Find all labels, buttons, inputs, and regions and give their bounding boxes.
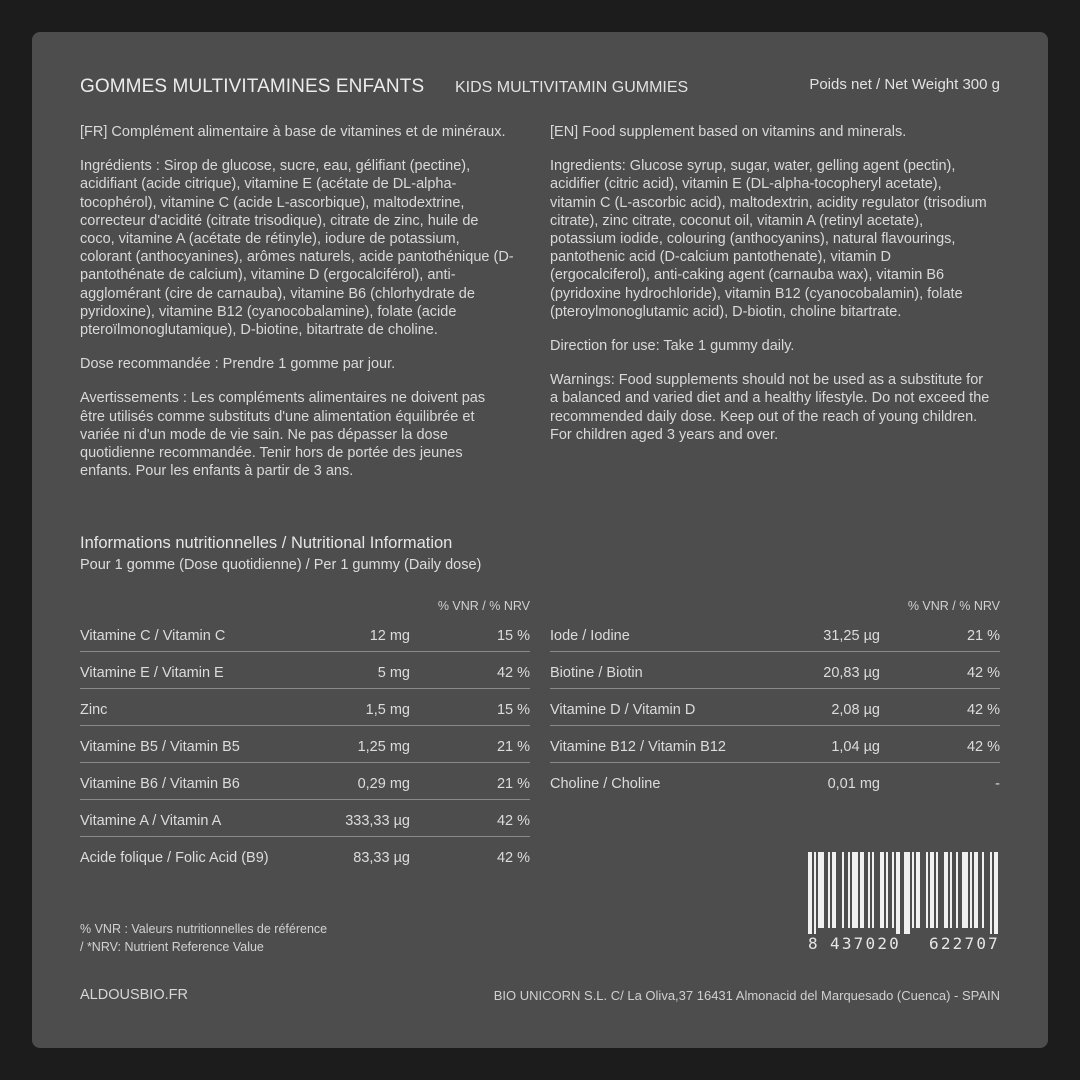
barcode-bar	[880, 852, 884, 928]
barcode-bar	[832, 852, 836, 928]
barcode-bar	[904, 852, 910, 934]
barcode-bar	[842, 852, 844, 928]
nutrient-amount: 5 mg	[377, 665, 410, 681]
fr-dose: Dose recommandée : Prendre 1 gomme par jour.	[80, 356, 396, 373]
nutrition-row	[550, 689, 1000, 726]
nutrition-heading: Informations nutritionnelles / Nutritional Information	[80, 534, 453, 552]
nutrition-rows-left	[80, 615, 530, 873]
nutrient-nrv: -	[995, 776, 1000, 792]
barcode-bar	[860, 852, 864, 928]
barcode-bar	[808, 852, 812, 934]
nutrient-amount: 83,33 µg	[353, 850, 410, 866]
nutrition-row	[550, 615, 1000, 652]
nutrition-row	[80, 726, 530, 763]
barcode-bar	[982, 852, 984, 928]
nutrient-name: Iode / Iodine	[550, 628, 630, 644]
nutrition-row	[80, 800, 530, 837]
barcode-bar	[962, 852, 968, 928]
barcode-bar	[950, 852, 952, 928]
website-link[interactable]: ALDOUSBIO.FR	[80, 987, 188, 1003]
en-warnings: Warnings: Food supplements should not be used as a substitute for a balanced and varied diet and a healthy lifestyle. Do not exceed the recommended daily dose. Keep out of the reach of young children. For children aged 3 years and over.	[550, 372, 990, 443]
footnote-line-en: / *NRV: Nutrient Reference Value	[80, 940, 264, 954]
nutrient-nrv: 42 %	[496, 665, 530, 681]
nutrient-name: Vitamine C / Vitamin C	[80, 628, 226, 644]
nutrition-row	[80, 615, 530, 652]
nutrient-amount: 333,33 µg	[345, 813, 410, 829]
nutrient-name: Vitamine B6 / Vitamin B6	[80, 776, 240, 792]
nutrient-name: Acide folique / Folic Acid (B9)	[80, 850, 269, 866]
nutrient-nrv: 15 %	[496, 702, 530, 718]
nutrition-row	[80, 652, 530, 689]
nutrition-table-left	[80, 599, 530, 873]
nutrient-name: Biotine / Biotin	[550, 665, 643, 681]
nutrition-row	[80, 837, 530, 873]
nutrition-row	[550, 726, 1000, 763]
nutrient-amount: 2,08 µg	[831, 702, 880, 718]
nutrient-name: Vitamine B12 / Vitamin B12	[550, 739, 726, 755]
barcode-left-group: 437020	[830, 934, 901, 953]
nutrition-row	[550, 652, 1000, 689]
en-intro: [EN] Food supplement based on vitamins and minerals.	[550, 124, 907, 140]
company-address: BIO UNICORN S.L. C/ La Oliva,37 16431 Almonacid del Marquesado (Cuenca) - SPAIN	[493, 988, 1000, 1003]
nutrient-amount: 0,29 mg	[357, 776, 410, 792]
nutrient-name: Vitamine B5 / Vitamin B5	[80, 739, 240, 755]
nutrient-name: Vitamine D / Vitamin D	[550, 702, 696, 718]
nrv-footnote	[80, 920, 327, 956]
en-ingredients: Ingredients: Glucose syrup, sugar, water, gelling agent (pectin), acidifier (citric acid), vitamin E (DL-alpha-tocopheryl acetate), vitamin C (L-ascorbic acid), maltodextrin, acidity regulator (trisodium citrate), zinc citrate, coconut oil, vitamin A (retinyl acetate), potassium iodide, colouring (anthocyanins), natural flavourings, pantothenic acid (D-calcium pantothenate), vitamin D (ergocalciferol), anti-caking agent (carnauba wax), vitamin B6 (pyridoxine hydrochloride), vitamin B12 (cyanocobalamin), folate (pteroylmonoglutamic acid), D-biotin, choline bitartrate.	[550, 158, 987, 320]
product-title: GOMMES MULTIVITAMINES ENFANTS	[80, 76, 425, 97]
nutrient-amount: 20,83 µg	[823, 665, 880, 681]
barcode-bar	[936, 852, 938, 928]
barcode-bars	[808, 852, 1000, 934]
english-column	[550, 123, 990, 460]
nutrition-table-right	[550, 599, 1000, 799]
barcode-first-digit: 8	[808, 934, 820, 953]
nutrient-amount: 1,25 mg	[357, 739, 410, 755]
nutrient-amount: 31,25 µg	[823, 628, 880, 644]
nutrient-nrv: 42 %	[966, 739, 1000, 755]
nrv-column-header: % VNR / % NRV	[907, 599, 1000, 613]
barcode-bar	[974, 852, 978, 928]
nutrition-row	[80, 689, 530, 726]
nutrient-nrv: 21 %	[966, 628, 1000, 644]
nutrient-nrv: 21 %	[496, 776, 530, 792]
barcode-bar	[994, 852, 998, 934]
barcode-bar	[848, 852, 850, 928]
barcode-bar	[892, 852, 894, 928]
barcode-bar	[886, 852, 888, 928]
french-column	[80, 123, 514, 496]
nutrient-amount: 1,5 mg	[365, 702, 410, 718]
nrv-column-header: % VNR / % NRV	[437, 599, 530, 613]
en-direction: Direction for use: Take 1 gummy daily.	[550, 338, 795, 355]
nutrient-name: Zinc	[80, 702, 108, 718]
barcode-bar	[926, 852, 928, 928]
nutrient-amount: 1,04 µg	[831, 739, 880, 755]
barcode-bar	[872, 852, 874, 928]
nutrient-name: Vitamine A / Vitamin A	[80, 813, 222, 829]
barcode-bar	[944, 852, 948, 928]
nutrient-amount: 12 mg	[369, 628, 410, 644]
nutrient-nrv: 42 %	[966, 702, 1000, 718]
barcode-bar	[956, 852, 958, 928]
nutrient-nrv: 42 %	[496, 850, 530, 866]
barcode-bar	[970, 852, 972, 928]
nutrition-row	[80, 763, 530, 800]
nutrient-nrv: 42 %	[966, 665, 1000, 681]
barcode-bar	[912, 852, 914, 928]
nutrient-nrv: 21 %	[496, 739, 530, 755]
barcode-bar	[916, 852, 920, 928]
barcode-bar	[814, 852, 816, 934]
nutrient-nrv: 15 %	[496, 628, 530, 644]
nutrition-rows-right	[550, 615, 1000, 799]
barcode-bar	[868, 852, 870, 928]
nutrient-amount: 0,01 mg	[827, 776, 880, 792]
barcode-bar	[930, 852, 934, 928]
barcode-bar	[818, 852, 824, 928]
fr-warnings: Avertissements : Les compléments alimentaires ne doivent pas être utilisés comme substituts d'une alimentation équilibrée et variée ni d'un mode de vie sain. Ne pas dépasser la dose quotidienne recommandée. Tenir hors de portée des jeunes enfants. Pour les enfants à partir de 3 ans.	[80, 390, 486, 480]
barcode-bar	[828, 852, 830, 928]
barcode-bar	[896, 852, 900, 934]
nutrient-nrv: 42 %	[496, 813, 530, 829]
net-weight: Poids net / Net Weight 300 g	[809, 76, 1000, 93]
barcode-number	[808, 934, 1000, 953]
barcode-right-group: 622707	[929, 934, 1000, 953]
label-panel	[32, 32, 1048, 1048]
nutrition-subheading: Pour 1 gomme (Dose quotidienne) / Per 1 gummy (Daily dose)	[80, 557, 482, 573]
fr-intro: [FR] Complément alimentaire à base de vitamines et de minéraux.	[80, 124, 506, 140]
barcode-bar	[852, 852, 858, 928]
nutrition-row	[550, 763, 1000, 799]
nutrient-name: Vitamine E / Vitamin E	[80, 665, 224, 681]
footnote-line-fr: % VNR : Valeurs nutritionnelles de référence	[80, 922, 328, 936]
product-subtitle: KIDS MULTIVITAMIN GUMMIES	[455, 79, 689, 96]
nutrient-name: Choline / Choline	[550, 776, 661, 792]
barcode	[808, 852, 1000, 956]
barcode-bar	[990, 852, 992, 934]
fr-ingredients: Ingrédients : Sirop de glucose, sucre, eau, gélifiant (pectine), acidifiant (acide citrique), vitamine E (acétate de DL-alpha-tocophérol), vitamine C (acide L-ascorbique), maltodextrine, correcteur d'acidité (citrate trisodique), citrate de zinc, huile de coco, vitamine A (acétate de rétinyle), iodure de potassium, colorant (anthocyanines), arômes naturels, acide pantothénique (D-pantothénate de calcium), vitamine D (ergocalciférol), anti-agglomérant (cire de carnauba), vitamine B6 (chlorhydrate de pyridoxine), vitamine B12 (cyanocobalamine), folate (acide pteroïlmonoglutamique), D-biotine, bitartrate de choline.	[80, 158, 514, 339]
